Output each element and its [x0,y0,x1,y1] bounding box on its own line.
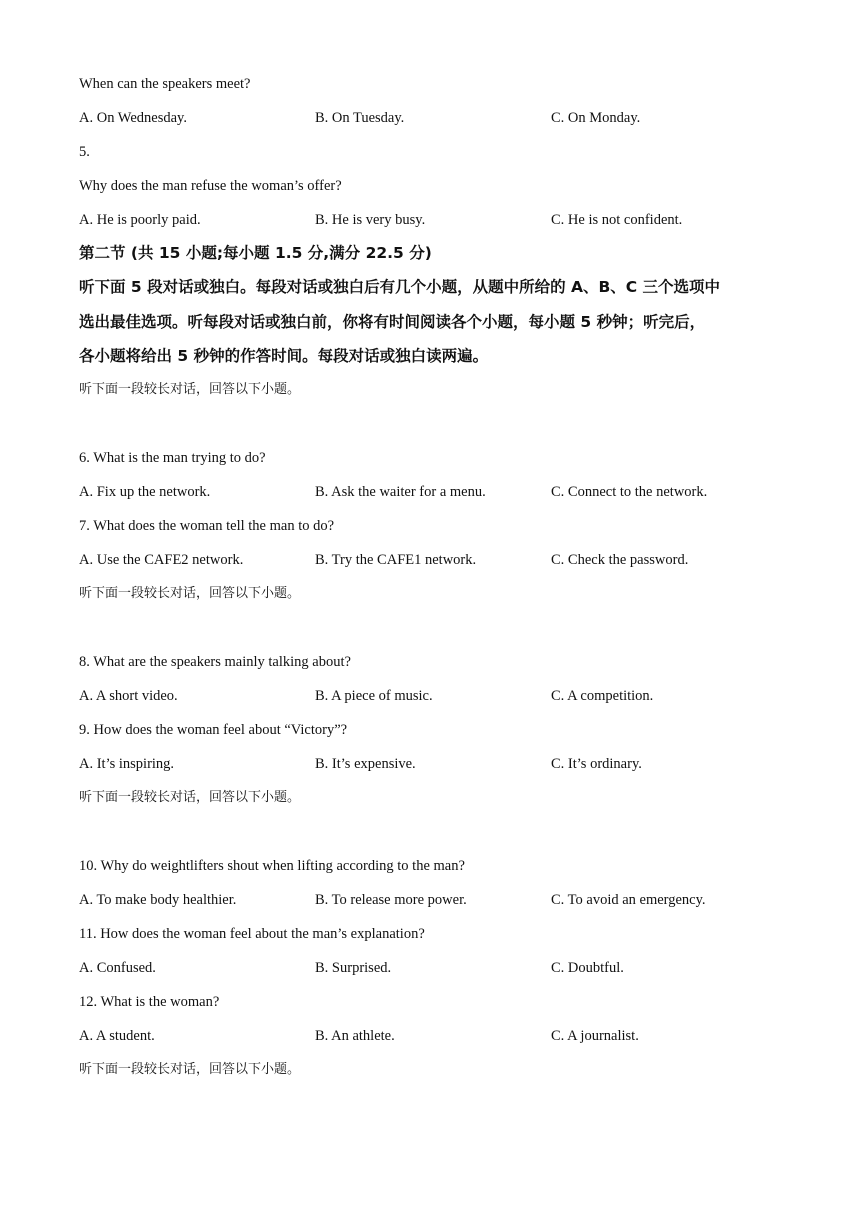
q4-question: When can the speakers meet? [79,76,251,92]
q5-number: 5. [79,144,90,160]
q5-option-c: C. He is not confident. [551,212,683,228]
q6-option-c: C. Connect to the network. [551,484,708,500]
q9-question: 9. How does the woman feel about “Victory”? [79,722,348,738]
q6-options [79,483,839,501]
q9-option-b: B. It’s expensive. [315,756,416,772]
section2-title: 第二节 (共 15 小题;每小题 1.5 分,满分 22.5 分) [79,244,432,262]
q7-question: 7. What does the woman tell the man to do? [79,518,335,534]
q6-option-b: B. Ask the waiter for a menu. [315,484,486,500]
q11-option-a: A. Confused. [79,960,156,976]
q8-option-c: C. A competition. [551,688,654,704]
q11-option-b: B. Surprised. [315,960,392,976]
section2-instruction-line-1: 听下面 5 段对话或独白。每段对话或独白后有几个小题，从题中所给的 A、B、C 三个选项中 [79,278,721,296]
q4-option-b: B. On Tuesday. [315,110,405,126]
q10-option-c: C. To avoid an emergency. [551,892,706,908]
q8-options [79,687,839,705]
q8-option-a: A. A short video. [79,688,178,704]
q10-option-b: B. To release more power. [315,892,467,908]
q8-option-b: B. A piece of music. [315,688,433,704]
q12-option-c: C. A journalist. [551,1028,639,1044]
dialogue-prompt: 听下面一段较长对话，回答以下小题。 [79,1062,301,1077]
q9-option-c: C. It’s ordinary. [551,756,642,772]
q7-option-c: C. Check the password. [551,552,689,568]
q4-option-c: C. On Monday. [551,110,641,126]
q5-question: Why does the man refuse the woman’s offer? [79,178,342,194]
q5-option-b: B. He is very busy. [315,212,426,228]
dialogue-prompt: 听下面一段较长对话，回答以下小题。 [79,382,301,397]
q11-question: 11. How does the woman feel about the man’s explanation? [79,926,425,942]
q10-options [79,891,839,909]
q9-option-a: A. It’s inspiring. [79,756,175,772]
q6-question: 6. What is the man trying to do? [79,450,266,466]
q12-question: 12. What is the woman? [79,994,220,1010]
section2-instruction-line-3: 各小题将给出 5 秒钟的作答时间。每段对话或独白读两遍。 [79,347,489,365]
q7-option-a: A. Use the CAFE2 network. [79,552,244,568]
q7-option-b: B. Try the CAFE1 network. [315,552,477,568]
q11-option-c: C. Doubtful. [551,960,624,976]
q11-options [79,959,839,977]
q9-options [79,755,839,773]
q10-question: 10. Why do weightlifters shout when lifting according to the man? [79,858,465,874]
q4-options [79,109,839,127]
q5-option-a: A. He is poorly paid. [79,212,201,228]
section2-instruction-line-2: 选出最佳选项。听每段对话或独白前，你将有时间阅读各个小题，每小题 5 秒钟；听完后， [79,313,706,331]
dialogue-prompt: 听下面一段较长对话，回答以下小题。 [79,586,301,601]
q12-option-a: A. A student. [79,1028,155,1044]
q10-option-a: A. To make body healthier. [79,892,237,908]
q6-option-a: A. Fix up the network. [79,484,211,500]
q5-options [79,211,839,229]
dialogue-prompt: 听下面一段较长对话，回答以下小题。 [79,790,301,805]
q12-options [79,1027,839,1045]
q7-options [79,551,839,569]
q8-question: 8. What are the speakers mainly talking about? [79,654,351,670]
q12-option-b: B. An athlete. [315,1028,395,1044]
q4-option-a: A. On Wednesday. [79,110,187,126]
